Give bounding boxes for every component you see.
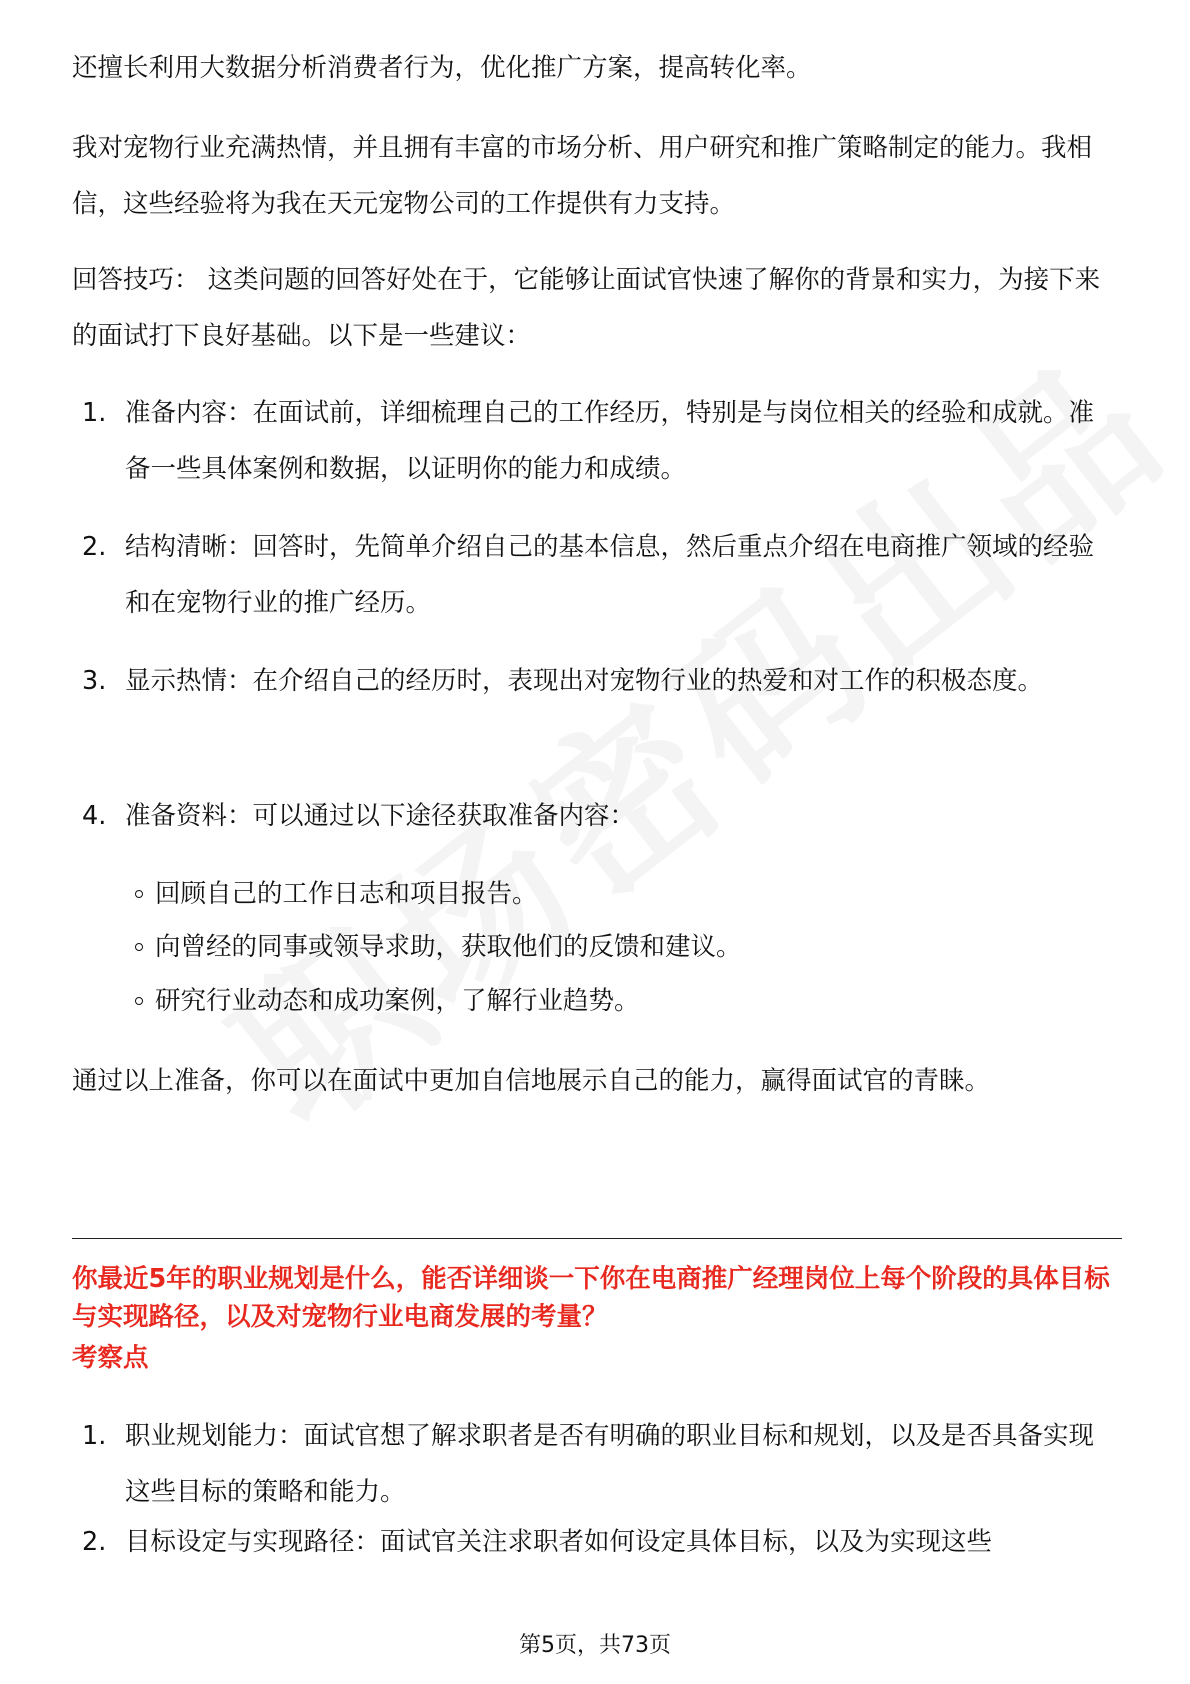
point-item: 目标设定与实现路径：面试官关注求职者如何设定具体目标，以及为实现这些	[125, 1527, 993, 1557]
sub-list-item: 回顾自己的工作日志和项目报告。	[155, 866, 538, 922]
intro-line: 还擅长利用大数据分析消费者行为，优化推广方案，提高转化率。	[72, 53, 812, 83]
interview-question: 你最近5年的职业规划是什么，能否详细谈一下你在电商推广经理岗位上每个阶段的具体目标与实现路径，以及对宠物行业电商发展的考量？	[72, 1264, 1110, 1332]
tip-number: 1.	[82, 398, 107, 428]
page-footer: 第5页，共73页	[519, 1633, 671, 1658]
tip-number: 3.	[82, 666, 107, 696]
passion-paragraph: 我对宠物行业充满热情，并且拥有丰富的市场分析、用户研究和推广策略制定的能力。我相信，这些经验将为我在天元宠物公司的工作提供有力支持。	[72, 133, 1093, 219]
tip-number: 2.	[82, 532, 107, 562]
point-number: 1.	[82, 1421, 107, 1451]
tip-number: 4.	[82, 801, 107, 831]
sub-list-item: 研究行业动态和成功案例，了解行业趋势。	[155, 973, 640, 1029]
sub-list-item: 向曾经的同事或领导求助，获取他们的反馈和建议。	[155, 919, 742, 975]
section-divider	[72, 1238, 1122, 1239]
tip-item: 准备资料：可以通过以下途径获取准备内容：	[125, 801, 636, 831]
tip-item: 显示热情：在介绍自己的经历时，表现出对宠物行业的热爱和对工作的积极态度。	[125, 666, 1044, 696]
point-item: 职业规划能力：面试官想了解求职者是否有明确的职业目标和规划，以及是否具备实现这些目标的策略和能力。	[125, 1421, 1095, 1507]
closing-paragraph: 通过以上准备，你可以在面试中更加自信地展示自己的能力，赢得面试官的青睐。	[72, 1066, 991, 1096]
tip-item: 结构清晰：回答时，先简单介绍自己的基本信息，然后重点介绍在电商推广领域的经验和在宠物行业的推广经历。	[125, 532, 1095, 618]
point-number: 2.	[82, 1527, 107, 1557]
points-label: 考察点	[72, 1343, 149, 1373]
tip-item: 准备内容：在面试前，详细梳理自己的工作经历，特别是与岗位相关的经验和成就。准备一些具体案例和数据，以证明你的能力和成绩。	[125, 398, 1095, 484]
tips-paragraph: 回答技巧： 这类问题的回答好处在于，它能够让面试官快速了解你的背景和实力，为接下来的面试打下良好基础。以下是一些建议：	[72, 265, 1101, 351]
